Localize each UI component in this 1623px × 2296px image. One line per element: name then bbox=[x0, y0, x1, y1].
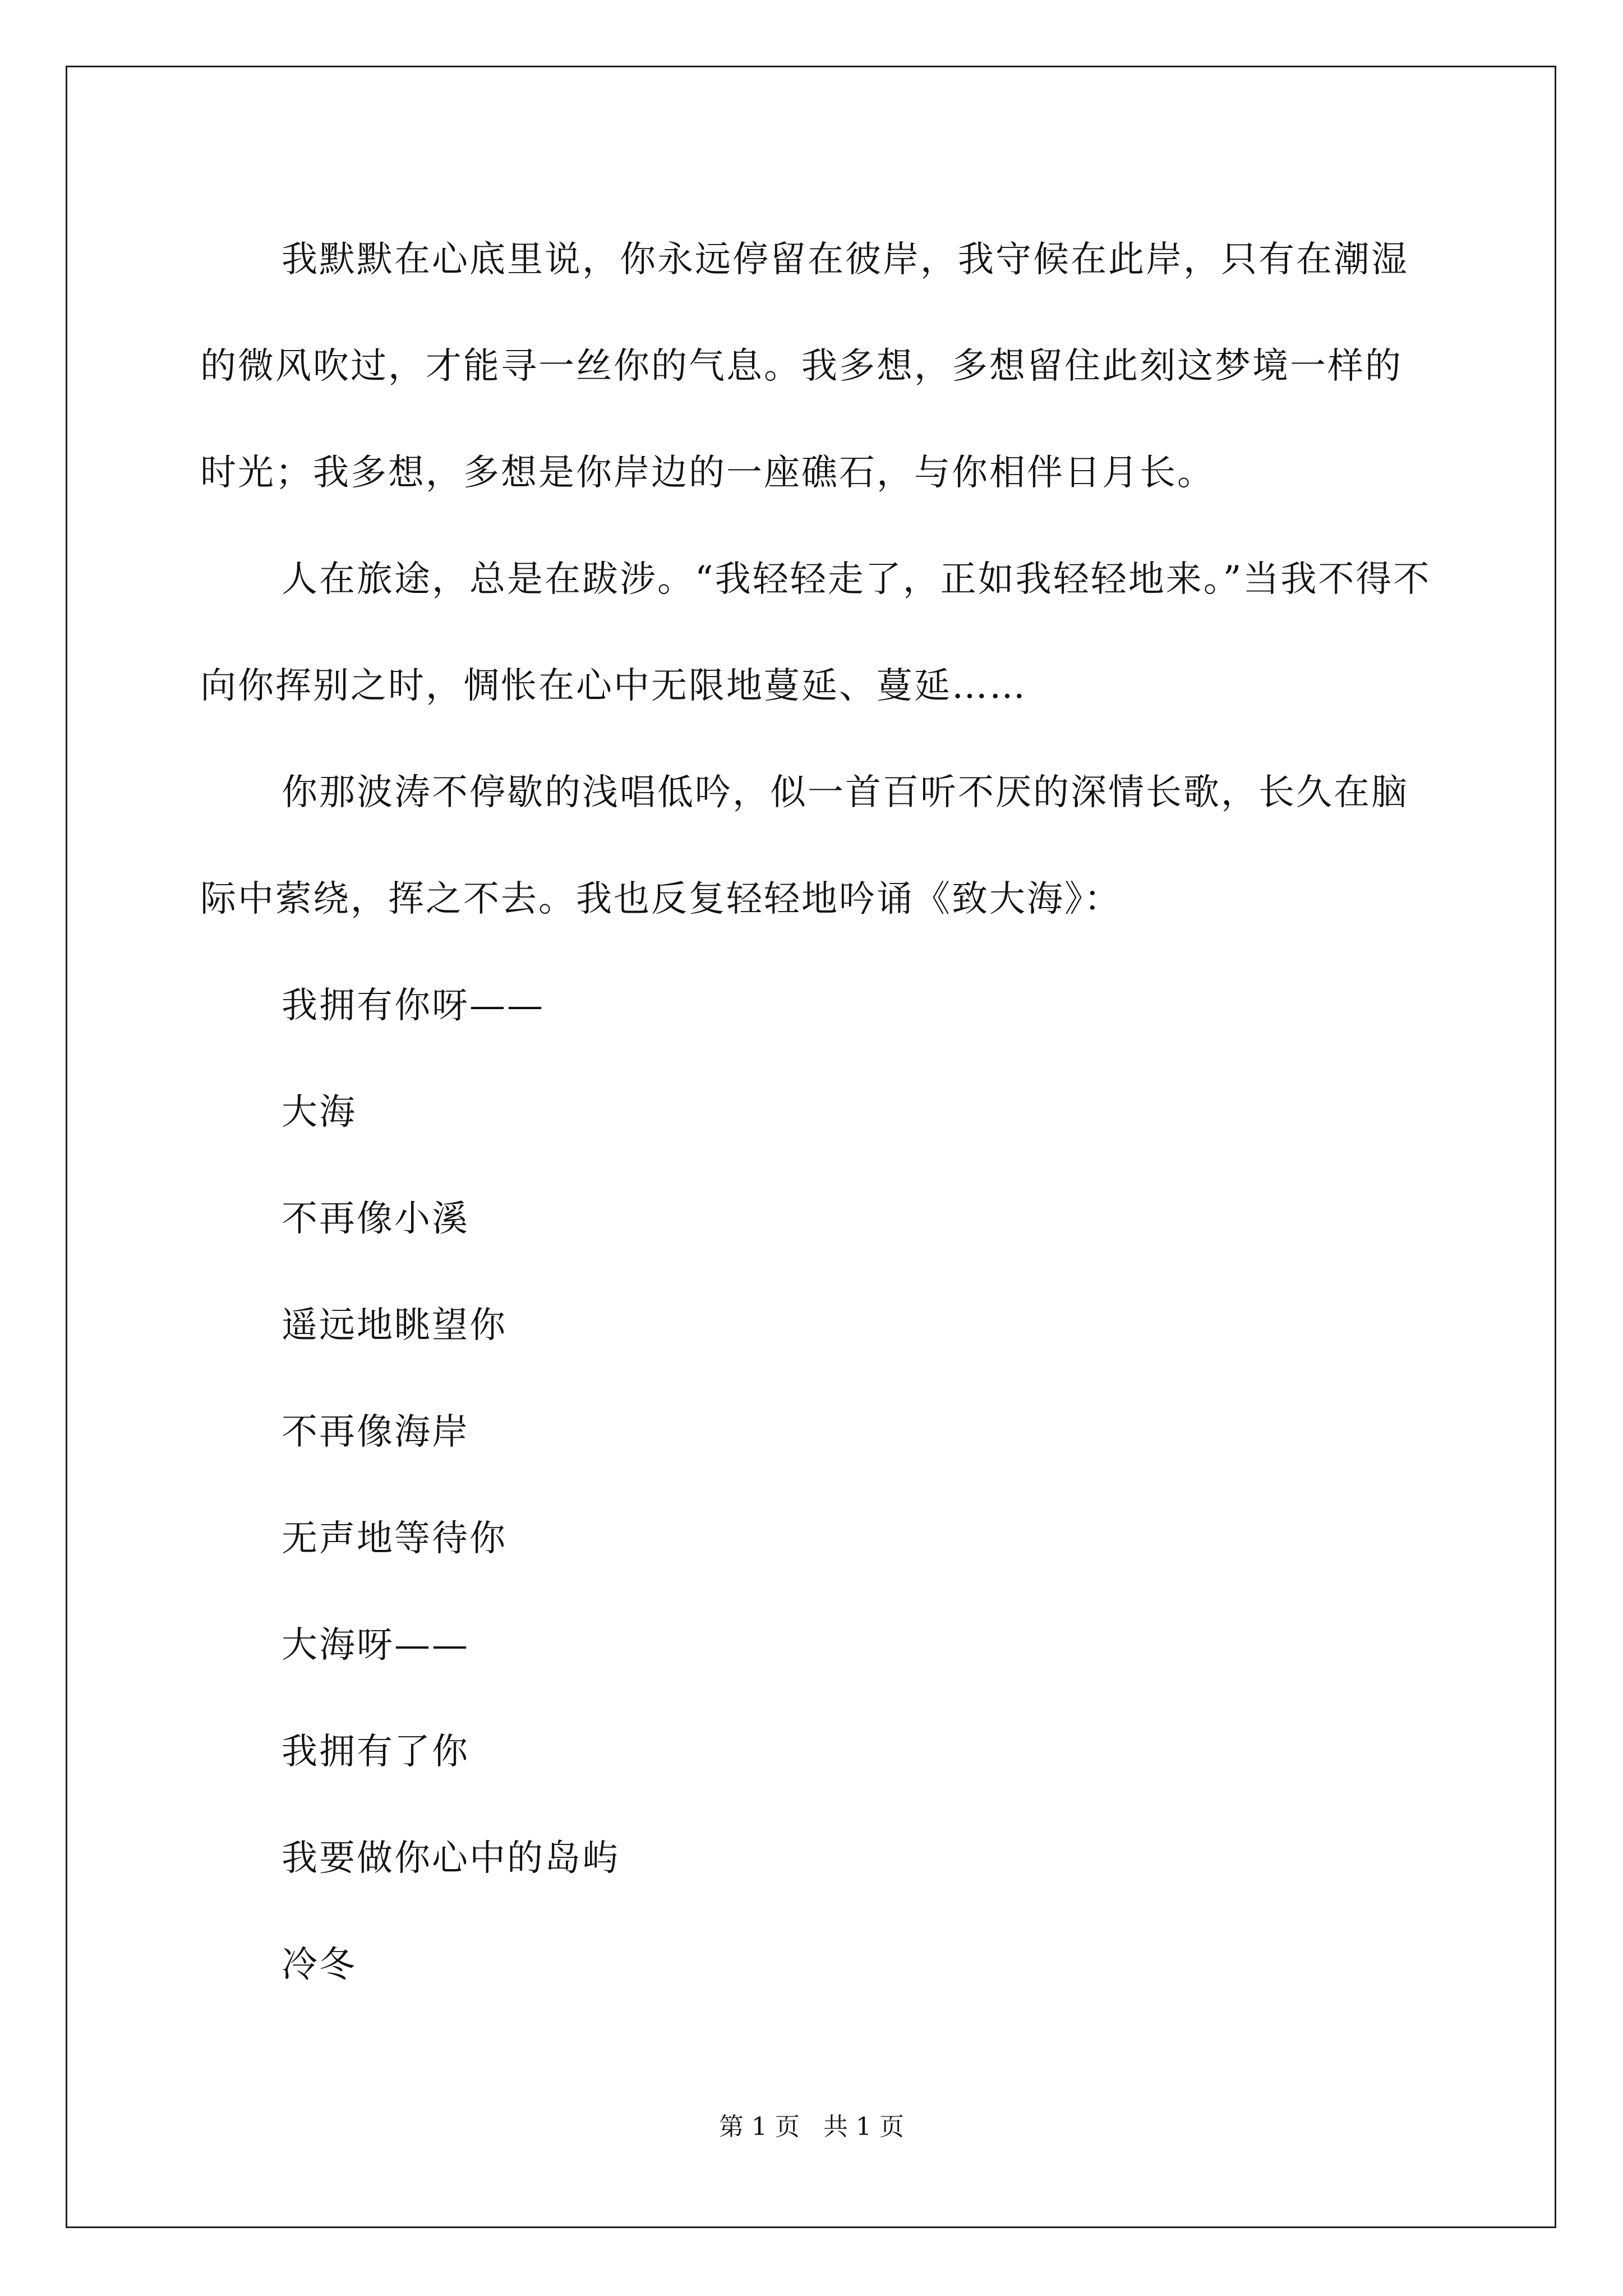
verse-line: 大海 bbox=[282, 1092, 357, 1133]
page-number-label: 第 1 页 共 1 页 bbox=[719, 2113, 904, 2141]
verse-line: 大海呀—— bbox=[282, 1625, 469, 1666]
page-footer bbox=[0, 2110, 1623, 2144]
verse-line: 遥远地眺望你 bbox=[282, 1305, 507, 1346]
verse-line: 我拥有了你 bbox=[282, 1731, 469, 1773]
paragraph-1: 我默默在心底里说，你永远停留在彼岸，我守候在此岸，只有在潮湿的微风吹过，才能寻一丝你的气息。我多想，多想留住此刻这梦境一样的时光；我多想，多想是你岸边的一座礁石，与你相伴日月长。 bbox=[200, 239, 1409, 494]
verse-line: 无声地等待你 bbox=[282, 1518, 507, 1559]
verse-line: 不再像小溪 bbox=[282, 1198, 469, 1240]
verse-line: 我要做你心中的岛屿 bbox=[282, 1838, 620, 1879]
verse-line: 不再像海岸 bbox=[282, 1411, 469, 1453]
paragraph-3: 你那波涛不停歇的浅唱低吟，似一首百听不厌的深情长歌，长久在脑际中萦绕，挥之不去。我也反复轻轻地吟诵《致大海》： bbox=[200, 772, 1409, 920]
paragraph-2: 人在旅途，总是在跋涉。“我轻轻走了，正如我轻轻地来。”当我不得不向你挥别之时，惆怅在心中无限地蔓延、蔓延…… bbox=[200, 559, 1431, 707]
verse-line: 我拥有你呀—— bbox=[282, 985, 545, 1027]
document-body bbox=[200, 206, 1434, 2018]
verse-line: 冷冬 bbox=[282, 1944, 357, 1986]
